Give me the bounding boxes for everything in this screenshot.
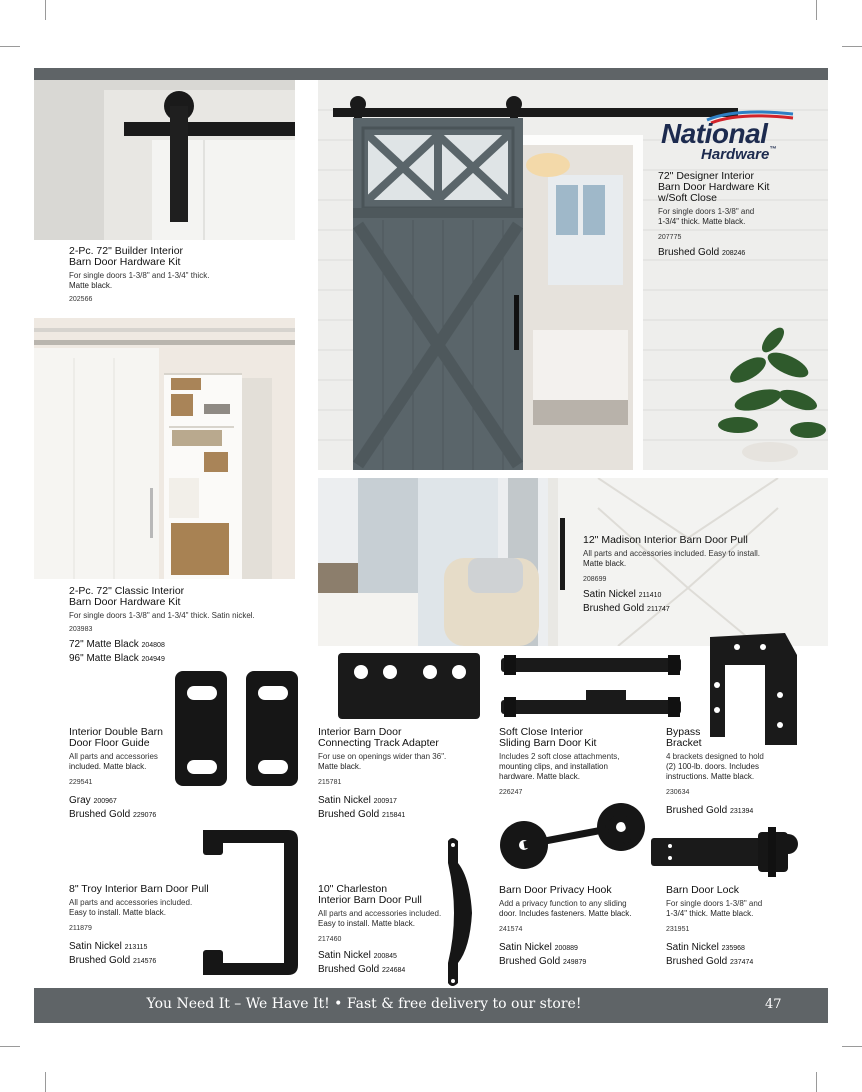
product-desc: Add a privacy function to any sliding bbox=[499, 899, 627, 908]
variant-name: Brushed Gold bbox=[318, 809, 380, 820]
variant-name: Satin Nickel bbox=[69, 941, 122, 952]
variant-sku: 224684 bbox=[381, 967, 406, 974]
product-desc: Includes 2 soft close attachments, bbox=[499, 752, 620, 761]
soft-close-image bbox=[496, 650, 686, 725]
track-adapter-info bbox=[318, 727, 488, 822]
variant-name: Satin Nickel bbox=[499, 942, 552, 953]
variant-name: Satin Nickel bbox=[318, 950, 371, 961]
designer-kit-info bbox=[658, 171, 818, 260]
product-sku: 231951 bbox=[666, 926, 690, 933]
variant-name: Brushed Gold bbox=[658, 247, 720, 258]
product-title: 72" Designer Interior bbox=[658, 170, 754, 182]
product-title: Door Floor Guide bbox=[69, 737, 150, 749]
variant-row bbox=[318, 949, 468, 963]
variant-name: Brushed Gold bbox=[69, 809, 131, 820]
product-title: Interior Barn Door bbox=[318, 726, 402, 738]
product-sku: 202566 bbox=[69, 296, 93, 303]
variant-row bbox=[69, 638, 309, 652]
privacy-hook-image bbox=[496, 795, 656, 885]
crop-mark bbox=[45, 1072, 46, 1092]
variant-sku: 215841 bbox=[381, 812, 406, 819]
variant-row bbox=[583, 588, 823, 602]
classic-kit-photo bbox=[34, 318, 295, 579]
product-desc: Matte black. bbox=[69, 281, 113, 290]
variant-sku: 200845 bbox=[373, 953, 397, 960]
product-desc: Easy to install. Matte black. bbox=[69, 908, 166, 917]
product-desc: Matte black. bbox=[583, 559, 627, 568]
variant-sku: 200889 bbox=[554, 945, 578, 952]
variant-row bbox=[318, 963, 468, 977]
product-title: Barn Door Privacy Hook bbox=[499, 884, 612, 896]
product-desc: All parts and accessories included. Easy to install. bbox=[583, 549, 760, 558]
product-title: 12" Madison Interior Barn Door Pull bbox=[583, 534, 748, 546]
product-desc: Matte black. bbox=[318, 762, 362, 771]
variant-name: Brushed Gold bbox=[499, 956, 561, 967]
product-title: Interior Double Barn bbox=[69, 726, 163, 738]
variant-row bbox=[583, 602, 823, 616]
floor-guide-info bbox=[69, 727, 189, 822]
product-title: Sliding Barn Door Kit bbox=[499, 737, 597, 749]
variant-name: Satin Nickel bbox=[318, 795, 371, 806]
product-desc: instructions. Matte black. bbox=[666, 772, 755, 781]
door-lock-info bbox=[666, 885, 816, 969]
crop-mark bbox=[842, 1046, 862, 1047]
charleston-pull-info bbox=[318, 884, 468, 977]
variant-name: 72" Matte Black bbox=[69, 639, 139, 650]
variant-row bbox=[499, 955, 659, 969]
variant-sku: 204808 bbox=[141, 642, 165, 649]
variant-name: Brushed Gold bbox=[69, 955, 131, 966]
product-desc: For use on openings wider than 36". bbox=[318, 752, 447, 761]
variant-sku: 237474 bbox=[729, 959, 754, 966]
product-title: 2-Pc. 72" Builder Interior bbox=[69, 245, 184, 257]
variant-row bbox=[69, 808, 189, 822]
product-sku: 207775 bbox=[658, 234, 682, 241]
variant-sku: 214576 bbox=[132, 958, 157, 965]
variant-sku: 200967 bbox=[93, 798, 117, 805]
product-title: 8" Troy Interior Barn Door Pull bbox=[69, 883, 209, 895]
variant-row bbox=[666, 955, 816, 969]
product-title: Bracket bbox=[666, 737, 702, 749]
product-sku: 241574 bbox=[499, 926, 523, 933]
variant-sku: 229076 bbox=[132, 812, 157, 819]
product-sku: 208699 bbox=[583, 576, 607, 583]
national-hardware-logo bbox=[657, 106, 797, 166]
logo-wordmark-sub: Hardware™ bbox=[701, 146, 777, 163]
track-adapter-image bbox=[335, 650, 485, 722]
product-title: Bypass bbox=[666, 726, 701, 738]
variant-row bbox=[318, 794, 488, 808]
variant-row bbox=[658, 246, 818, 260]
product-title: Barn Door Hardware Kit bbox=[69, 256, 181, 268]
crop-mark bbox=[816, 0, 817, 20]
variant-sku: 211410 bbox=[638, 592, 662, 599]
builder-kit-photo bbox=[34, 80, 295, 240]
product-sku: 211879 bbox=[69, 925, 92, 932]
variant-name: Brushed Gold bbox=[666, 956, 728, 967]
product-title: Barn Door Lock bbox=[666, 884, 739, 896]
product-title: Interior Barn Door Pull bbox=[318, 894, 422, 906]
crop-mark bbox=[45, 0, 46, 20]
footer-tagline: You Need It – We Have It! • Fast & free delivery to our store! bbox=[146, 996, 582, 1012]
floor-guide-image bbox=[170, 668, 300, 793]
variant-sku: 208246 bbox=[721, 250, 746, 257]
product-desc: 4 brackets designed to hold bbox=[666, 752, 764, 761]
product-title: Barn Door Hardware Kit bbox=[658, 181, 770, 193]
privacy-hook-info bbox=[499, 885, 659, 969]
variant-row bbox=[69, 794, 189, 808]
variant-name: Satin Nickel bbox=[666, 942, 719, 953]
variant-row bbox=[69, 652, 309, 666]
door-lock-image bbox=[648, 822, 803, 882]
footer-bar bbox=[34, 988, 828, 1023]
variant-name: Gray bbox=[69, 795, 91, 806]
variant-name: Brushed Gold bbox=[318, 964, 380, 975]
madison-pull-info bbox=[583, 535, 823, 616]
product-title: Barn Door Hardware Kit bbox=[69, 596, 181, 608]
product-desc: All parts and accessories included. bbox=[69, 898, 193, 907]
variant-row bbox=[666, 941, 816, 955]
crop-mark bbox=[816, 1072, 817, 1092]
product-title: w/Soft Close bbox=[658, 192, 717, 204]
product-desc: mounting clips, and installation bbox=[499, 762, 608, 771]
product-title: 2-Pc. 72" Classic Interior bbox=[69, 585, 185, 597]
builder-kit-info bbox=[69, 246, 289, 305]
product-desc: hardware. Matte black. bbox=[499, 772, 580, 781]
product-desc: For single doors 1-3/8" and bbox=[666, 899, 763, 908]
bypass-bracket-info bbox=[666, 727, 816, 818]
variant-row bbox=[69, 954, 239, 968]
variant-row bbox=[499, 941, 659, 955]
product-desc: For single doors 1-3/8" and bbox=[658, 207, 755, 216]
variant-row bbox=[666, 804, 816, 818]
variant-sku: 204949 bbox=[141, 656, 165, 663]
crop-mark bbox=[842, 46, 862, 47]
logo-wordmark: National bbox=[661, 118, 768, 149]
product-desc: For single doors 1-3/8" and 1-3/4" thick. Satin nickel. bbox=[69, 611, 255, 620]
variant-name: Brushed Gold bbox=[666, 805, 728, 816]
product-desc: included. Matte black. bbox=[69, 762, 147, 771]
variant-name: 96" Matte Black bbox=[69, 653, 139, 664]
troy-pull-info bbox=[69, 884, 239, 968]
crop-mark bbox=[0, 1046, 20, 1047]
variant-row bbox=[69, 940, 239, 954]
product-sku: 226247 bbox=[499, 789, 523, 796]
product-sku: 215781 bbox=[318, 779, 342, 786]
variant-sku: 249879 bbox=[562, 959, 587, 966]
product-sku: 203983 bbox=[69, 626, 93, 633]
product-desc: door. Includes fasteners. Matte black. bbox=[499, 909, 632, 918]
classic-kit-info bbox=[69, 586, 309, 666]
product-sku: 217460 bbox=[318, 936, 342, 943]
product-title: 10" Charleston bbox=[318, 883, 388, 895]
product-sku: 230634 bbox=[666, 789, 690, 796]
page-number: 47 bbox=[765, 997, 782, 1012]
variant-sku: 213115 bbox=[124, 944, 148, 951]
product-sku: 229541 bbox=[69, 779, 93, 786]
soft-close-info bbox=[499, 727, 659, 798]
variant-sku: 231394 bbox=[729, 808, 754, 815]
variant-sku: 200917 bbox=[373, 798, 397, 805]
crop-mark bbox=[0, 46, 20, 47]
product-title: Soft Close Interior bbox=[499, 726, 584, 738]
product-desc: 1-3/4" thick. Matte black. bbox=[658, 217, 746, 226]
product-desc: For single doors 1-3/8" and 1-3/4" thick. bbox=[69, 271, 210, 280]
variant-sku: 211747 bbox=[646, 606, 670, 613]
product-desc: (2) 100-lb. doors. Includes bbox=[666, 762, 759, 771]
product-desc: Easy to install. Matte black. bbox=[318, 919, 415, 928]
variant-name: Satin Nickel bbox=[583, 589, 636, 600]
variant-sku: 235968 bbox=[721, 945, 745, 952]
product-desc: All parts and accessories included. bbox=[318, 909, 442, 918]
product-title: Connecting Track Adapter bbox=[318, 737, 439, 749]
variant-name: Brushed Gold bbox=[583, 603, 645, 614]
variant-row bbox=[318, 808, 488, 822]
top-bar bbox=[34, 68, 828, 80]
product-desc: 1-3/4" thick. Matte black. bbox=[666, 909, 754, 918]
product-desc: All parts and accessories bbox=[69, 752, 158, 761]
